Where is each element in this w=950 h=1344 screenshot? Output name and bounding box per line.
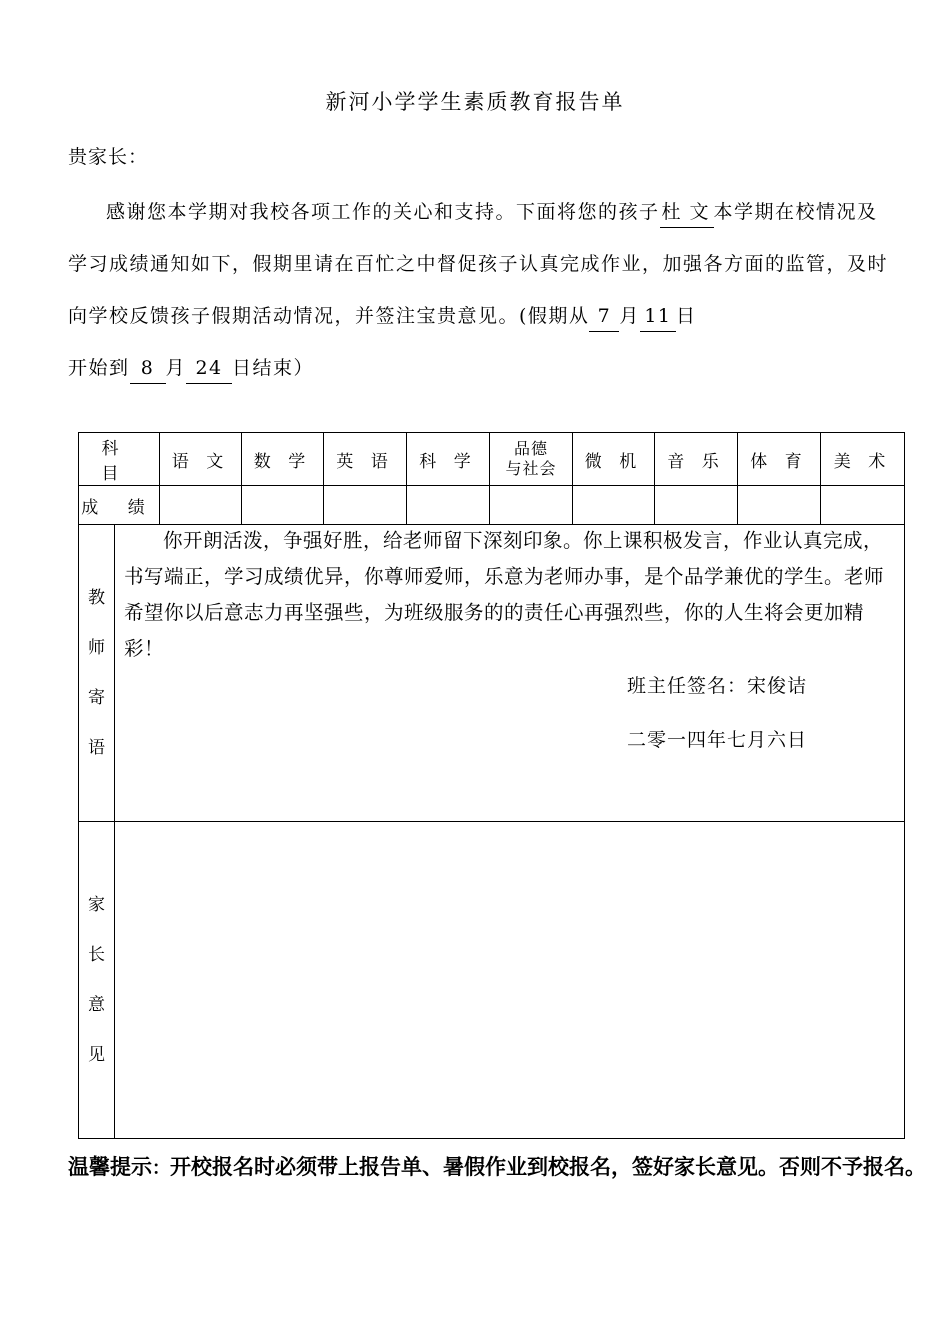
- month-char-2: 月: [165, 357, 187, 379]
- label-char: 家: [88, 895, 105, 915]
- score-cell: [573, 486, 655, 525]
- letter-text-3: 开始到: [68, 357, 130, 379]
- month-char: 月: [619, 305, 640, 327]
- score-cell: [490, 486, 573, 525]
- letter-paragraph: [68, 186, 888, 394]
- label-char: 语: [88, 738, 105, 758]
- label-char: 教: [88, 588, 105, 608]
- subject-science: 科 学: [407, 433, 490, 486]
- subject-music: 音 乐: [655, 433, 738, 486]
- subject-chinese: 语 文: [160, 433, 242, 486]
- subject-morality-line1: 品德: [513, 439, 548, 458]
- student-name: 杜 文: [660, 197, 714, 228]
- score-cell: [821, 486, 905, 525]
- comment-date: 二零一四年七月六日: [627, 729, 808, 751]
- label-char: 师: [88, 638, 105, 658]
- subject-art: 美 术: [821, 433, 905, 486]
- score-cell: [407, 486, 490, 525]
- score-row: [79, 486, 905, 525]
- subject-math: 数 学: [242, 433, 324, 486]
- score-cell: [324, 486, 407, 525]
- score-label: 成 绩: [79, 486, 160, 525]
- teacher-comment-text: 你开朗活泼，争强好胜，给老师留下深刻印象。你上课积极发言，作业认真完成，书写端正，学习成绩优异，你尊师爱师，乐意为老师办事，是个品学兼优的学生。老师希望你以后意志力再坚强些，为班级服务的的责任心再强烈些，你的人生将会更加精彩！: [124, 529, 885, 660]
- warm-tip: [68, 1142, 928, 1194]
- end-day: 24: [186, 353, 232, 384]
- subject-label: 科 目: [79, 433, 160, 486]
- teacher-comment-row: [79, 525, 905, 822]
- parent-opinion-row: [79, 822, 905, 1139]
- end-month: 8: [130, 353, 166, 384]
- subject-english: 英 语: [324, 433, 407, 486]
- teacher-comment-cell: [115, 525, 905, 822]
- teacher-comment-label: [79, 525, 115, 822]
- day-char: 日: [675, 305, 697, 327]
- parent-opinion-label: [79, 822, 115, 1139]
- label-char: 长: [88, 945, 105, 965]
- tip-colon: ：: [152, 1158, 170, 1179]
- label-char: 见: [88, 1045, 105, 1065]
- start-month: 7: [589, 301, 619, 332]
- letter-text-4: 日结束）: [232, 357, 315, 379]
- score-cell: [242, 486, 324, 525]
- letter-text-1: 感谢您本学期对我校各项工作的关心和支持。下面将您的孩子: [106, 201, 660, 223]
- subject-computer: 微 机: [573, 433, 655, 486]
- start-day: 11: [640, 301, 676, 332]
- subject-pe: 体 育: [738, 433, 821, 486]
- score-cell: [655, 486, 738, 525]
- greeting: 贵家长：: [68, 146, 149, 168]
- score-cell: [160, 486, 242, 525]
- parent-opinion-field[interactable]: [115, 822, 905, 1139]
- tip-prefix: 温馨提示: [68, 1155, 152, 1179]
- subject-morality-line2: 与社会: [505, 459, 557, 478]
- label-char: 意: [88, 995, 105, 1015]
- page-title: 新河小学学生素质教育报告单: [325, 90, 625, 114]
- teacher-signature: 班主任签名：宋俊诘: [627, 675, 808, 697]
- report-table: [78, 432, 905, 1139]
- tip-text: 开校报名时必须带上报告单、暑假作业到校报名，签好家长意见。否则不予报名。: [170, 1155, 926, 1179]
- letter-text-2: 本学期在校情况及学习成绩通知如下，假期里请在百忙之中督促孩子认真完成作业，加强各方面的监管，及时向学校反馈孩子假期活动情况，并签注宝贵意见。(假期从: [68, 201, 889, 327]
- subject-row: [79, 433, 905, 486]
- score-cell: [738, 486, 821, 525]
- subject-morality: [490, 433, 573, 486]
- label-char: 寄: [88, 688, 105, 708]
